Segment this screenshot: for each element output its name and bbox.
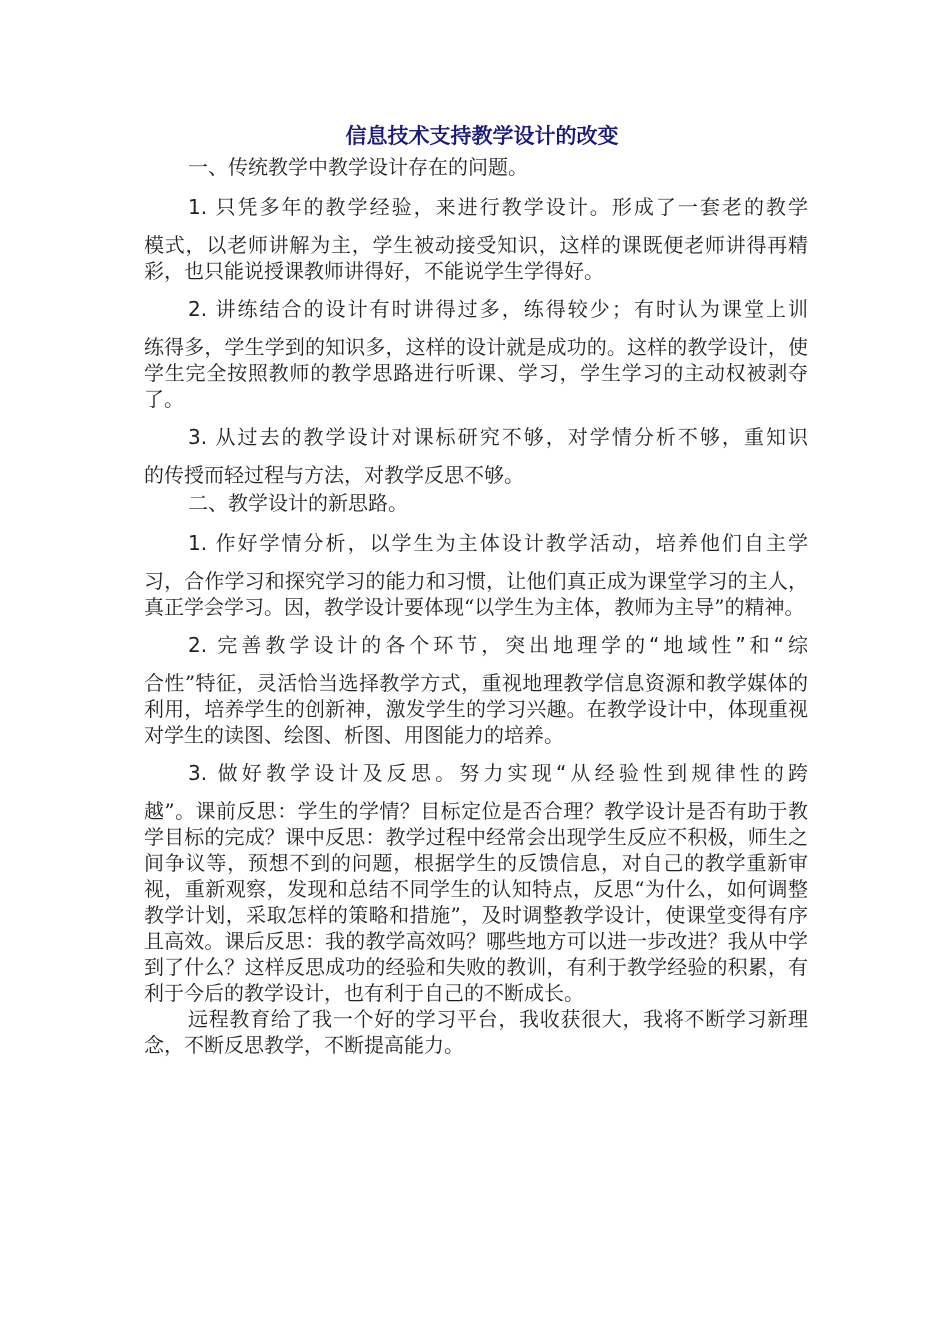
paragraph-body: 习，合作学习和探究学习的能力和习惯，让他们真正成为课堂学习的主人，真正学会学习。因，教学设计要体现“以学生为主体，教师为主导”的精神。 bbox=[144, 569, 808, 619]
paragraph-lead: 3. 做好教学设计及反思。努力实现“从经验性到规律性的跨 bbox=[188, 761, 808, 785]
paragraph-body: 的传授而轻过程与方法，对教学反思不够。 bbox=[144, 463, 524, 487]
section-heading-1: 一、传统教学中教学设计存在的问题。 bbox=[188, 155, 528, 179]
paragraph-body: 模式，以老师讲解为主，学生被动接受知识，这样的课既便老师讲得再精彩，也只能说授课教师讲得好，不能说学生学得好。 bbox=[144, 233, 808, 283]
paragraph-lead: 2. 完善教学设计的各个环节，突出地理学的“地域性”和“综 bbox=[188, 633, 808, 657]
paragraph-lead: 1. 作好学情分析，以学生为主体设计教学活动，培养他们自主学 bbox=[188, 531, 808, 555]
document-body bbox=[144, 120, 808, 1058]
paragraph-lead: 3. 从过去的教学设计对课标研究不够，对学情分析不够，重知识 bbox=[188, 425, 808, 449]
paragraph-lead: 1. 只凭多年的教学经验，来进行教学设计。形成了一套老的教学 bbox=[188, 195, 808, 219]
document-title: 信息技术支持教学设计的改变 bbox=[345, 124, 619, 148]
closing-paragraph: 远程教育给了我一个好的学习平台，我收获很大，我将不断学习新理念，不断反思教学，不断提高能力。 bbox=[144, 1007, 808, 1057]
section-heading-2: 二、教学设计的新思路。 bbox=[188, 491, 408, 515]
paragraph-body: 合性”特征，灵活恰当选择教学方式，重视地理教学信息资源和教学媒体的利用，培养学生的创新神，激发学生的学习兴趣。在教学设计中，体现重视对学生的读图、绘图、析图、用图能力的培养。 bbox=[144, 671, 808, 747]
paragraph-body: 越”。课前反思：学生的学情？目标定位是否合理？教学设计是否有助于教学目标的完成？课中反思：教学过程中经常会出现学生反应不积极，师生之间争议等，预想不到的问题，根据学生的反馈信息，对自己的教学重新审视，重新观察，发现和总结不同学生的认知特点，反思“为什么，如何调整教学计划，采取怎样的策略和措施”，及时调整教学设计，使课堂变得有序且高效。课后反思：我的教学高效吗？哪些地方可以进一步改进？我从中学到了什么？这样反思成功的经验和失败的教训，有利于教学经验的积累，有利于今后的教学设计，也有利于自己的不断成长。 bbox=[144, 799, 808, 1005]
paragraph-lead: 2. 讲练结合的设计有时讲得过多，练得较少；有时认为课堂上训 bbox=[188, 297, 808, 321]
paragraph-body: 练得多，学生学到的知识多，这样的设计就是成功的。这样的教学设计，使学生完全按照教师的教学思路进行听课、学习，学生学习的主动权被剥夺了。 bbox=[144, 335, 808, 411]
